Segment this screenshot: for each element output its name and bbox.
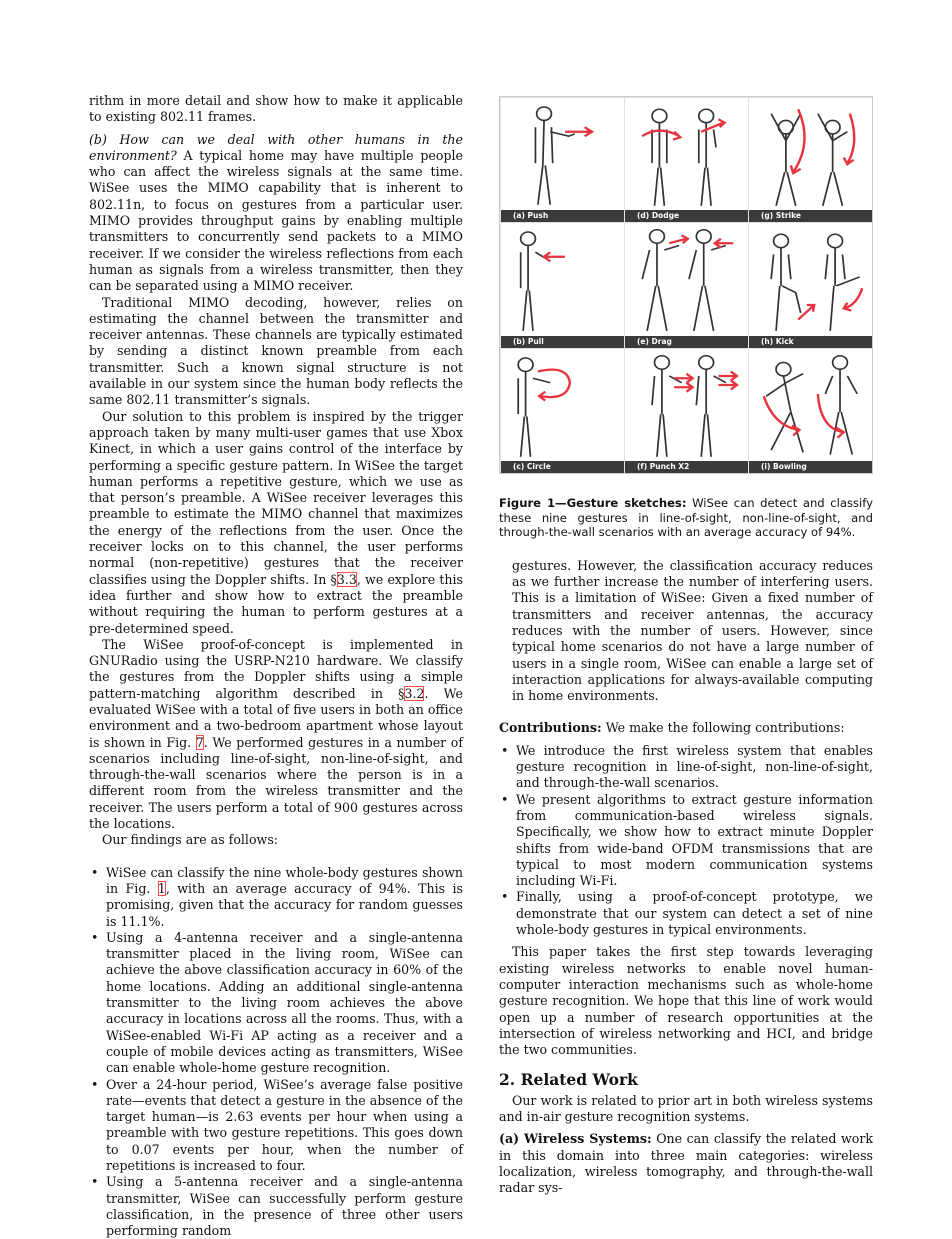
subsection-heading: (a) Wireless Systems: xyxy=(499,1131,652,1147)
right-column xyxy=(499,96,873,1196)
panel-pull xyxy=(500,222,624,347)
panel-bowling xyxy=(748,348,872,473)
panel-label: (e) Drag xyxy=(625,336,748,348)
gesture-sketch-icon xyxy=(501,349,624,461)
list-item: • WiSee can classify the nine whole-body gestures shown in Fig. 1, with an average accuracy of 94%. This is promising, given that the accuracy for random guesses is 11.1%. xyxy=(89,865,463,930)
gesture-sketch-icon xyxy=(625,98,748,210)
panel-drag xyxy=(624,222,748,347)
paragraph-wireless-systems: (a) Wireless Systems: One can classify the related work in this domain into three main categories: wireless localization, wireless tomography, and through-the-wall radar sys- xyxy=(499,1131,874,1196)
paragraph-findings-intro: Our findings are as follows: xyxy=(102,832,279,848)
panel-label: (a) Push xyxy=(501,210,624,222)
section-ref-link[interactable]: 3.2 xyxy=(404,685,425,701)
paragraph-first-step: This paper takes the first step towards leveraging existing wireless networks to enable novel human-computer interaction mechanisms such as whole-home gesture recognition. We hope that this line of work would open up a number of research opportunities at the intersection of wireless networking and HCI, and bridge the two communities. xyxy=(499,944,873,1058)
findings-list xyxy=(89,865,463,1239)
list-item: • Finally, using a proof-of-concept prototype, we demonstrate that our system can detect a set of nine whole-body gestures in typical environments. xyxy=(499,889,873,938)
figure-caption: Figure 1—Gesture sketches: WiSee can detect and classify these nine gestures in line-of-sight, non-line-of-sight, and through-the-wall scenarios with an average accuracy of 94%. xyxy=(499,496,874,540)
question-heading: (b) How can we deal with other humans in the environment? xyxy=(89,131,463,163)
paragraph-mimo-decoding: Traditional MIMO decoding, however, relies on estimating the channel between the transmitter and receiver antennas. These channels are typically estimated by sending a distinct known preamble from each transmitter. Such a known signal structure is not available in our system since the human body reflects the same 802.11 transmitter’s signals. xyxy=(89,294,463,408)
gesture-figure xyxy=(499,96,873,474)
figure-ref-link[interactable]: 7 xyxy=(195,734,204,750)
section-title: 2. Related Work xyxy=(499,1070,638,1090)
gesture-sketch-icon xyxy=(501,223,624,335)
paragraph-related-intro: Our work is related to prior art in both wireless systems and in-air gesture recognition systems. xyxy=(499,1092,873,1124)
gesture-sketch-icon xyxy=(625,349,748,461)
paragraph-proof-of-concept: The WiSee proof-of-concept is implemented in GNURadio using the USRP-N210 hardware. We classify the gestures from the Doppler shifts using a simple pattern-matching algorithm described in §3.2. We evaluated WiSee with a total of five users in both an office environment and a two-bedroom apartment whose layout is shown in Fig. 7. We performed gestures in a number of scenarios including line-of-sight, non-line-of-sight, and through-the-wall scenarios where the person is in a different room from the wireless transmitter and the receiver. The users perform a total of 900 gestures across the locations. xyxy=(89,636,463,832)
panel-strike xyxy=(748,97,872,222)
contributions-heading: Contributions: xyxy=(499,720,602,736)
panel-dodge xyxy=(624,97,748,222)
list-item: • Over a 24-hour period, WiSee’s average false positive rate—events that detect a gesture in the absence of the target human—is 2.63 events per hour when using a preamble with two gesture repetitions. This goes down to 0.07 events per hour, when the number of repetitions is increased to four. xyxy=(89,1077,463,1175)
list-item: • We present algorithms to extract gesture information from communication-based wireless signals. Specifically, we show how to extract minute Doppler shifts from wide-band OFDM transmissions that are typical to most modern communication systems including Wi-Fi. xyxy=(499,792,873,890)
gesture-sketch-icon xyxy=(625,223,748,335)
panel-circle xyxy=(500,348,624,473)
panel-label: (i) Bowling xyxy=(749,461,872,473)
paragraph-contributions: Contributions: We make the following contributions: xyxy=(499,720,845,736)
panel-label: (f) Punch X2 xyxy=(625,461,748,473)
gesture-sketch-icon xyxy=(749,98,872,210)
figure-ref-link[interactable]: 1 xyxy=(157,880,166,896)
gesture-sketch-icon xyxy=(749,349,872,461)
paragraph-continuation: rithm in more detail and show how to make it applicable to existing 802.11 frames. xyxy=(89,93,463,125)
panel-kick xyxy=(748,222,872,347)
list-item: • We introduce the first wireless system that enables gesture recognition in line-of-sight, non-line-of-sight, and through-the-wall scenarios. xyxy=(499,743,873,792)
section-ref-link[interactable]: 3.3 xyxy=(336,571,357,587)
panel-label: (h) Kick xyxy=(749,336,872,348)
panel-punch-x2 xyxy=(624,348,748,473)
list-item: • Using a 4-antenna receiver and a single-antenna transmitter placed in the living room, WiSee can achieve the above classification accuracy in 60% of the home locations. Adding an additional single-antenna transmitter to the living room achieves the above accuracy in locations across all the rooms. Thus, with a WiSee-enabled Wi-Fi AP acting as a receiver and a couple of mobile devices acting as transmitters, WiSee can enable whole-home gesture recognition. xyxy=(89,930,463,1077)
panel-label: (d) Dodge xyxy=(625,210,748,222)
caption-label: Figure 1—Gesture sketches: xyxy=(499,496,687,510)
panel-label: (c) Circle xyxy=(501,461,624,473)
paragraph-trigger-approach: Our solution to this problem is inspired by the trigger approach taken by many multi-user games that use Xbox Kinect, in which a user gains control of the interface by performing a specific gesture pattern. In WiSee the target human performs a repetitive gesture, which we use as that person’s preamble. A WiSee receiver leverages this preamble to estimate the MIMO channel that maximizes the energy of the reflections from the user. Once the receiver locks on to this channel, the user performs normal (non-repetitive) gestures that the receiver classifies using the Doppler shifts. In §3.3, we explore this idea further and show how to extract the preamble without requiring the human to perform gestures at a pre-determined speed. xyxy=(89,408,463,636)
panel-label: (b) Pull xyxy=(501,336,624,348)
panel-push xyxy=(500,97,624,222)
panel-label: (g) Strike xyxy=(749,210,872,222)
paragraph-other-humans: (b) How can we deal with other humans in the environment? A typical home may have multiple people who can affect the wireless signals at the same time. WiSee uses the MIMO capability that is inherent to 802.11n, to focus on gestures from a particular user. MIMO provides throughput gains by enabling multiple transmitters to concurrently send packets to a MIMO receiver. If we consider the wireless reflections from each human as signals from a wireless transmitter, then they can be separated using a MIMO receiver. xyxy=(89,131,463,294)
gesture-sketch-icon xyxy=(749,223,872,335)
contributions-list xyxy=(499,743,873,939)
gesture-sketch-icon xyxy=(501,98,624,210)
list-item: • Using a 5-antenna receiver and a single-antenna transmitter, WiSee can successfully perform gesture classification, in the presence of three other users performing random xyxy=(89,1174,463,1239)
paragraph-interfering-users: gestures. However, the classification accuracy reduces as we further increase the number of interfering users. This is a limitation of WiSee: Given a fixed number of transmitters and receiver antennas, the accuracy reduces with the number of users. However, since typical home scenarios do not have a large number of users in a single room, WiSee can enable a large set of interaction applications for always-available computing in home environments. xyxy=(512,557,873,704)
left-column xyxy=(89,93,463,1239)
